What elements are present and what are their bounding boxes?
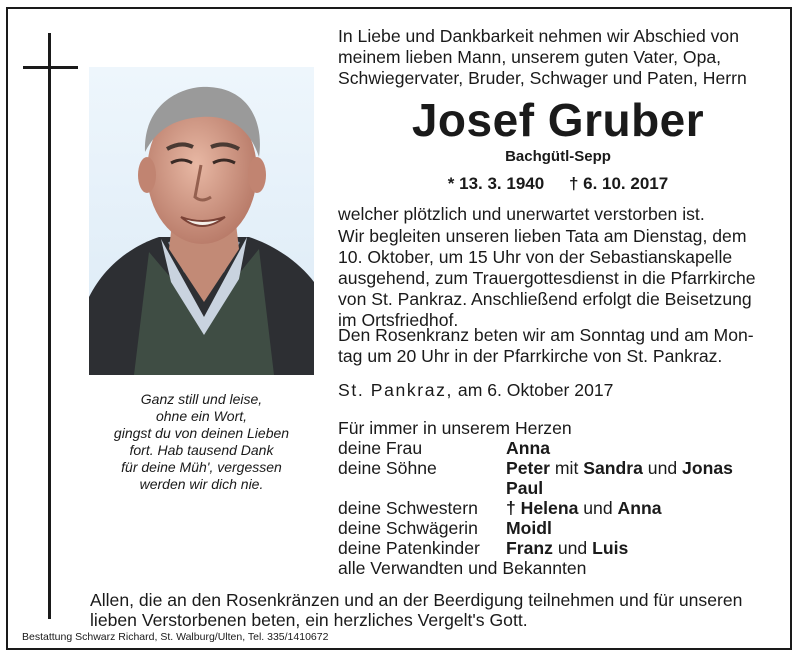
intro-text xyxy=(338,26,778,89)
family-heading-text: Für immer in unserem Herzen xyxy=(338,418,572,438)
birth-date: * 13. 3. 1940 xyxy=(447,174,545,193)
life-dates xyxy=(338,174,778,194)
funeral-line: Wir begleiten unseren lieben Tata am Dienstag, dem xyxy=(338,226,747,246)
funeral-home-footer: Bestattung Schwarz Richard, St. Walburg/Ulten, Tel. 335/1410672 xyxy=(22,631,329,643)
relation-label: alle Verwandten und Bekannten xyxy=(338,558,587,578)
funeral-line: 10. Oktober, um 15 Uhr von der Sebastianskapelle xyxy=(338,247,733,267)
intro-line: Schwiegervater, Bruder, Schwager und Paten, Herrn xyxy=(338,68,747,88)
funeral-line: von St. Pankraz. Anschließend erfolgt die Beisetzung xyxy=(338,289,752,309)
connector-text: und xyxy=(552,538,593,558)
relative-name: † Helena xyxy=(506,498,579,518)
portrait-photo xyxy=(89,67,314,375)
relative-name: Peter xyxy=(506,458,551,478)
connector-text: mit xyxy=(550,458,584,478)
connector-text: und xyxy=(578,498,618,518)
death-note-line: welcher plötzlich und unerwartet verstorben ist. xyxy=(338,204,705,224)
closing-thanks xyxy=(90,590,790,630)
poem-line: für deine Müh', vergessen xyxy=(121,459,282,475)
relative-name: Anna xyxy=(617,498,662,518)
date: am 6. Oktober 2017 xyxy=(457,380,614,400)
funeral-info xyxy=(338,226,783,331)
relation-label: deine Frau xyxy=(338,438,423,458)
intro-line: In Liebe und Dankbarkeit nehmen wir Abschied von xyxy=(338,26,739,46)
place-date xyxy=(338,380,613,401)
relation-label: deine Schwestern xyxy=(338,498,478,518)
death-date: † 6. 10. 2017 xyxy=(568,174,669,193)
intro-line: meinem lieben Mann, unserem guten Vater, Opa, xyxy=(338,47,722,67)
poem-line: gingst du von deinen Lieben xyxy=(113,425,290,441)
relative-name: Moidl xyxy=(506,518,552,538)
rosary-info xyxy=(338,325,783,367)
poem-line: ohne ein Wort, xyxy=(155,408,248,424)
place: St. Pankraz, xyxy=(338,380,454,400)
relation-label: deine Schwägerin xyxy=(338,518,478,538)
relation-label: deine Patenkinder xyxy=(338,538,480,558)
funeral-line: ausgehend, zum Trauergottesdienst in die Pfarrkirche xyxy=(338,268,756,288)
death-note xyxy=(338,204,783,225)
funeral-line: im Ortsfriedhof. xyxy=(338,310,459,330)
relation-label: deine Söhne xyxy=(338,458,437,478)
poem-line: fort. Hab tausend Dank xyxy=(129,442,274,458)
nickname: Bachgütl-Sepp xyxy=(505,148,611,165)
relative-name: Jonas xyxy=(682,458,733,478)
relative-name: Luis xyxy=(592,538,629,558)
relative-name: Franz xyxy=(506,538,553,558)
rosary-line: tag um 20 Uhr in der Pfarrkirche von St. Pankraz. xyxy=(338,346,723,366)
poem-line: Ganz still und leise, xyxy=(140,391,263,407)
poem-line: werden wir dich nie. xyxy=(139,476,264,492)
poem xyxy=(92,391,311,493)
rosary-line: Den Rosenkranz beten wir am Sonntag und am Mon- xyxy=(338,325,754,345)
relative-name: Paul xyxy=(506,478,544,498)
connector-text: und xyxy=(642,458,683,478)
relative-name: Sandra xyxy=(583,458,643,478)
relative-name: Anna xyxy=(506,438,550,458)
cross-icon-bar xyxy=(23,66,78,69)
cross-icon xyxy=(48,33,51,619)
deceased-name: Josef Gruber xyxy=(411,94,705,146)
closing-line: Allen, die an den Rosenkränzen und an der Beerdigung teilnehmen und für unseren xyxy=(90,590,743,610)
closing-line: lieben Verstorbenen beten, ein herzliches Vergelt's Gott. xyxy=(90,610,528,630)
